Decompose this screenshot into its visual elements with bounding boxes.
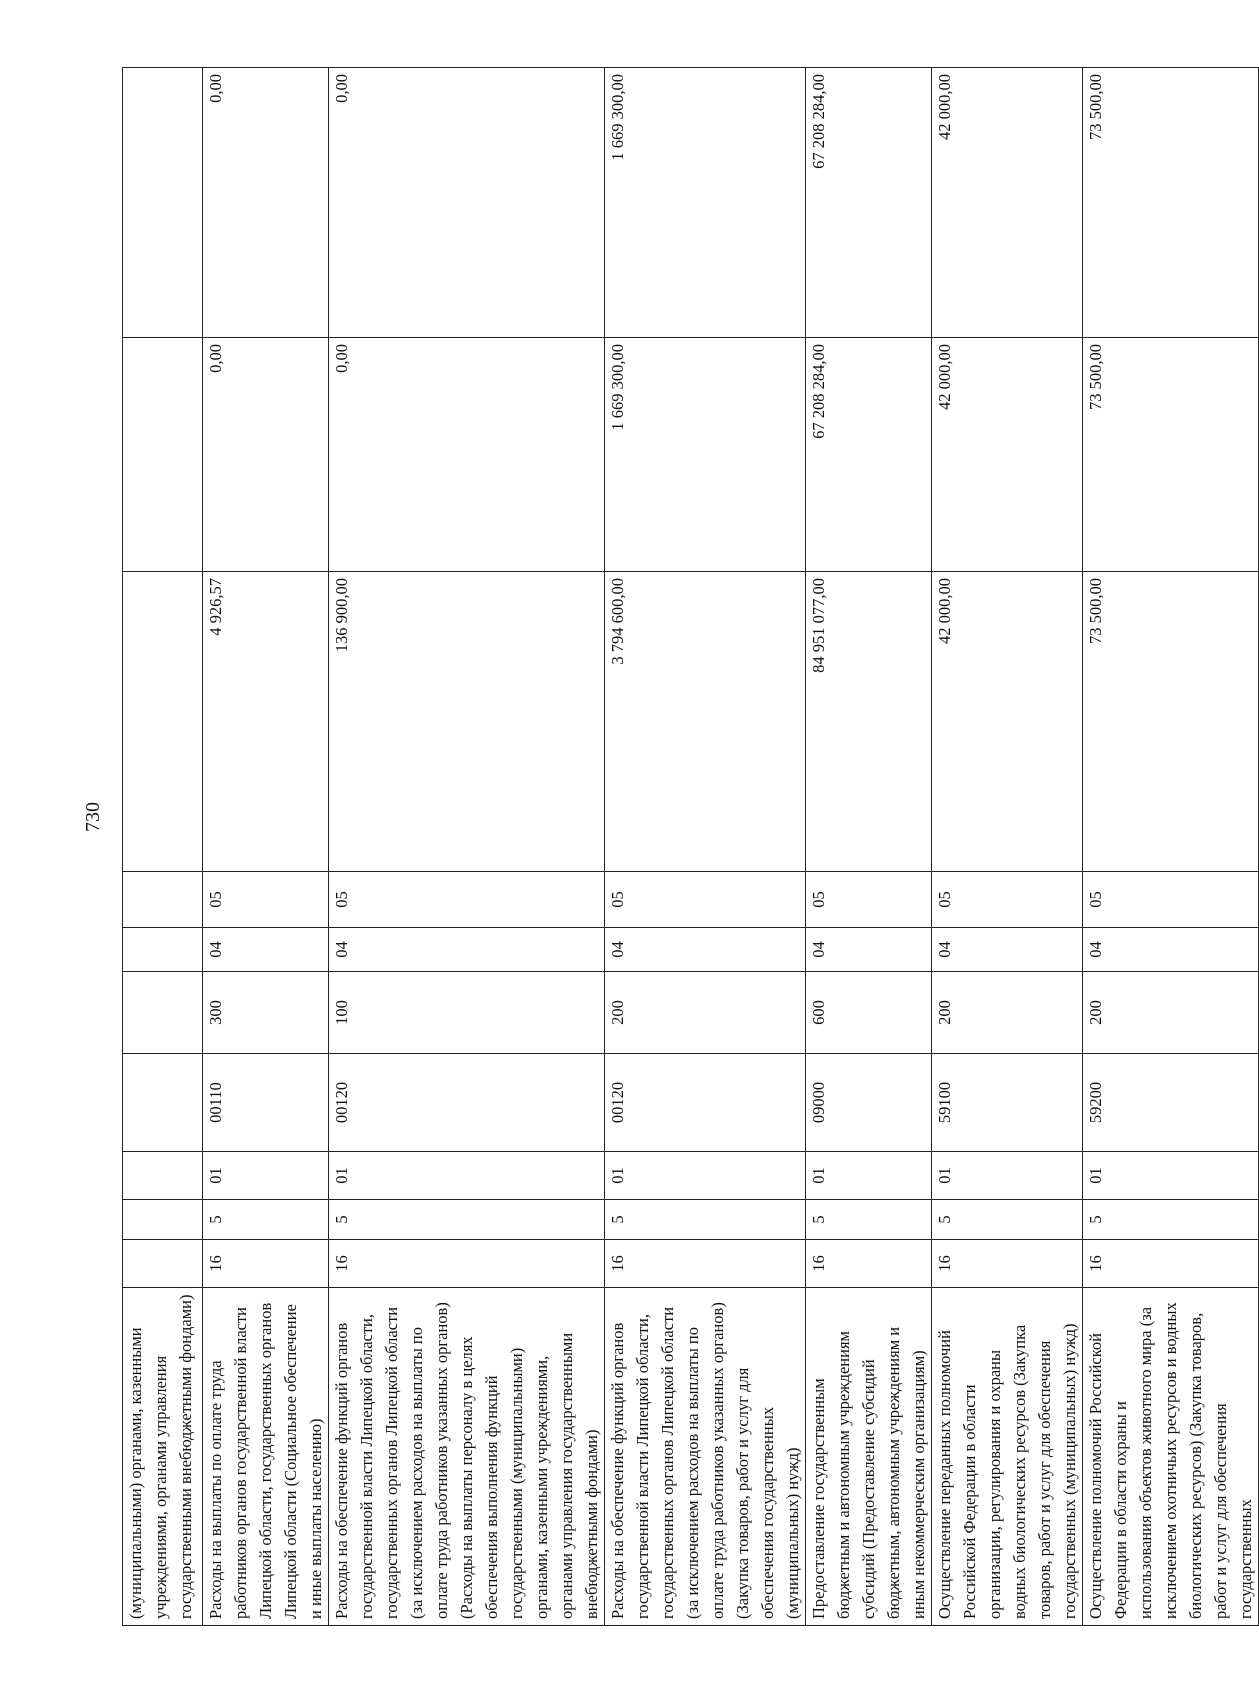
subsection-code: 01 xyxy=(1083,1152,1259,1200)
amount-year-3 xyxy=(123,68,203,338)
amount-year-2: 0,00 xyxy=(203,338,329,572)
amount-year-3: 42 000,00 xyxy=(932,68,1083,338)
program-code-2: 05 xyxy=(329,872,605,928)
target-article-code: 00110 xyxy=(203,1054,329,1152)
ministry-code: 16 xyxy=(329,1240,605,1288)
section-code xyxy=(123,1200,203,1240)
table-row xyxy=(1083,68,1259,1626)
program-code-2 xyxy=(123,872,203,928)
expense-type-code: 200 xyxy=(1083,972,1259,1054)
row-description: (муниципальными) органами, казенными учреждениями, органами управления государственными внебюджетными фондами) xyxy=(123,1288,203,1626)
subsection-code: 01 xyxy=(806,1152,932,1200)
row-description: Осуществление полномочий Российской Федерации в области охраны и использования объектов животного мира (за исключением охотничьих ресурсов и водных биологических ресурсов) (Закупка товаров, работ и услуг для обеспечения государственных xyxy=(1083,1288,1259,1626)
program-code-2: 05 xyxy=(932,872,1083,928)
program-code-1: 04 xyxy=(806,928,932,972)
row-description: Расходы на обеспечение функций органов государственной власти Липецкой области, государственных органов Липецкой области (за исключением расходов на выплаты по оплате труда работников указанных органов) (Закупка товаров, работ и услуг для обеспечения государственных (муниципальных) нужд) xyxy=(605,1288,806,1626)
amount-year-2: 67 208 284,00 xyxy=(806,338,932,572)
expense-type-code: 100 xyxy=(329,972,605,1054)
budget-table xyxy=(122,67,1259,1626)
program-code-1: 04 xyxy=(605,928,806,972)
ministry-code: 16 xyxy=(932,1240,1083,1288)
amount-year-1: 3 794 600,00 xyxy=(605,572,806,872)
program-code-1: 04 xyxy=(1083,928,1259,972)
subsection-code: 01 xyxy=(329,1152,605,1200)
table-row xyxy=(123,68,203,1626)
table-row xyxy=(932,68,1083,1626)
ministry-code: 16 xyxy=(203,1240,329,1288)
ministry-code xyxy=(123,1240,203,1288)
target-article-code: 59100 xyxy=(932,1054,1083,1152)
expense-type-code xyxy=(123,972,203,1054)
amount-year-3: 0,00 xyxy=(329,68,605,338)
amount-year-1: 42 000,00 xyxy=(932,572,1083,872)
subsection-code: 01 xyxy=(203,1152,329,1200)
amount-year-2: 0,00 xyxy=(329,338,605,572)
expense-type-code: 600 xyxy=(806,972,932,1054)
target-article-code: 59200 xyxy=(1083,1054,1259,1152)
ministry-code: 16 xyxy=(605,1240,806,1288)
table-row xyxy=(605,68,806,1626)
section-code: 5 xyxy=(329,1200,605,1240)
amount-year-3: 0,00 xyxy=(203,68,329,338)
amount-year-3: 73 500,00 xyxy=(1083,68,1259,338)
target-article-code: 00120 xyxy=(329,1054,605,1152)
expense-type-code: 200 xyxy=(932,972,1083,1054)
subsection-code xyxy=(123,1152,203,1200)
amount-year-1: 136 900,00 xyxy=(329,572,605,872)
ministry-code: 16 xyxy=(1083,1240,1259,1288)
section-code: 5 xyxy=(203,1200,329,1240)
amount-year-1: 4 926,57 xyxy=(203,572,329,872)
program-code-2: 05 xyxy=(203,872,329,928)
ministry-code: 16 xyxy=(806,1240,932,1288)
expense-type-code: 300 xyxy=(203,972,329,1054)
rotated-page-content xyxy=(122,68,1255,1626)
amount-year-2: 42 000,00 xyxy=(932,338,1083,572)
amount-year-1: 84 951 077,00 xyxy=(806,572,932,872)
amount-year-1 xyxy=(123,572,203,872)
program-code-1: 04 xyxy=(203,928,329,972)
target-article-code xyxy=(123,1054,203,1152)
amount-year-2: 1 669 300,00 xyxy=(605,338,806,572)
target-article-code: 09000 xyxy=(806,1054,932,1152)
section-code: 5 xyxy=(806,1200,932,1240)
program-code-2: 05 xyxy=(1083,872,1259,928)
subsection-code: 01 xyxy=(605,1152,806,1200)
program-code-2: 05 xyxy=(806,872,932,928)
amount-year-1: 73 500,00 xyxy=(1083,572,1259,872)
amount-year-3: 67 208 284,00 xyxy=(806,68,932,338)
subsection-code: 01 xyxy=(932,1152,1083,1200)
row-description: Предоставление государственным бюджетным и автономным учреждениям субсидий (Предоставление субсидий бюджетным, автономным учреждениям и иным некоммерческим организациям) xyxy=(806,1288,932,1626)
program-code-1: 04 xyxy=(932,928,1083,972)
budget-table-frame xyxy=(122,68,1255,1626)
table-row xyxy=(806,68,932,1626)
amount-year-3: 1 669 300,00 xyxy=(605,68,806,338)
page-number: 730 xyxy=(82,802,104,832)
section-code: 5 xyxy=(1083,1200,1259,1240)
table-row xyxy=(203,68,329,1626)
row-description: Расходы на выплаты по оплате труда работников органов государственной власти Липецкой области, государственных органов Липецкой области (Социальное обеспечение и иные выплаты населению) xyxy=(203,1288,329,1626)
section-code: 5 xyxy=(605,1200,806,1240)
program-code-2: 05 xyxy=(605,872,806,928)
expense-type-code: 200 xyxy=(605,972,806,1054)
program-code-1 xyxy=(123,928,203,972)
amount-year-2 xyxy=(123,338,203,572)
target-article-code: 00120 xyxy=(605,1054,806,1152)
table-row xyxy=(329,68,605,1626)
program-code-1: 04 xyxy=(329,928,605,972)
amount-year-2: 73 500,00 xyxy=(1083,338,1259,572)
row-description: Расходы на обеспечение функций органов государственной власти Липецкой области, государственных органов Липецкой области (за исключением расходов на выплаты по оплате труда работников указанных органов) (Расходы на выплаты персоналу в целях обеспечения выполнения функций государственными (муниципальными) органами, казенными учреждениями, органами управления государственными внебюджетными фондами) xyxy=(329,1288,605,1626)
row-description: Осуществление переданных полномочий Российской Федерации в области организации, регулирования и охраны водных биологических ресурсов (Закупка товаров, работ и услуг для обеспечения государственных (муниципальных) нужд) xyxy=(932,1288,1083,1626)
section-code: 5 xyxy=(932,1200,1083,1240)
